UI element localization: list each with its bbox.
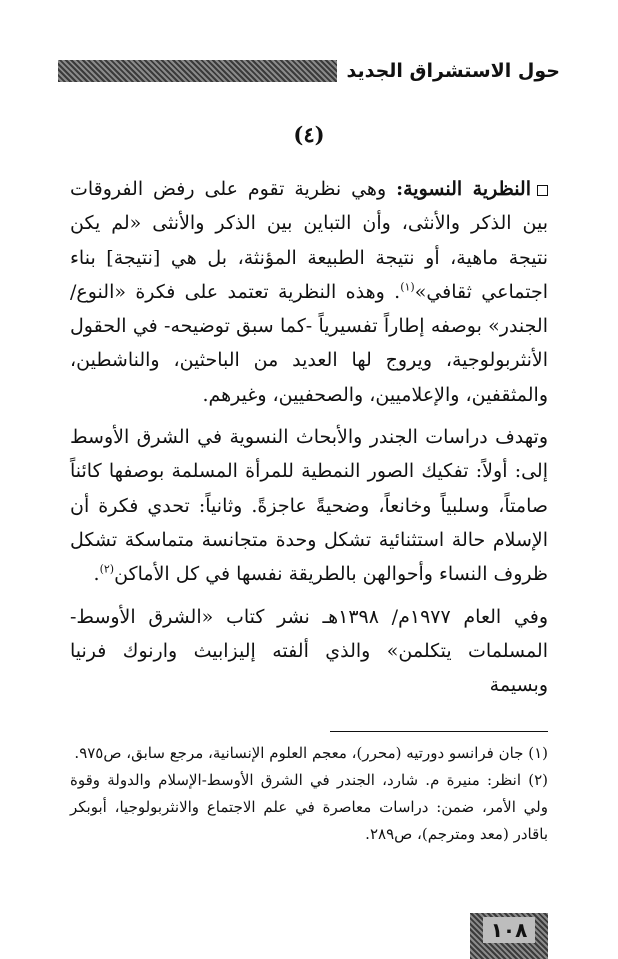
footnote-ref: (١) bbox=[400, 280, 415, 294]
footnote-ref: (٢) bbox=[99, 562, 115, 576]
footnote-1: (١) جان فرانسو دورتيه (محرر)، معجم العلوم الإنسانية، مرجع سابق، ص٩٧٥. bbox=[74, 744, 548, 762]
running-header-bar bbox=[58, 60, 337, 82]
page-number: ١٠٨ bbox=[483, 917, 535, 943]
paragraph-term: النظرية النسوية: bbox=[396, 178, 531, 200]
running-header bbox=[58, 54, 560, 88]
footnote-2: (٢) انظر: منيرة م. شارد، الجندر في الشرق الأوسط-الإسلام والدولة وقوة ولي الأمر، ضمن: دراسات معاصرة في علم الاجتماع والانثربولوجيا، أبوبكر باقادر (معد ومترجم)، ص٢٨٩. bbox=[70, 771, 548, 843]
paragraph-text-continued: . bbox=[93, 563, 100, 586]
footnote-divider bbox=[330, 731, 548, 732]
body-text bbox=[70, 172, 548, 710]
square-bullet-icon bbox=[537, 185, 548, 196]
section-number: (٤) bbox=[293, 122, 325, 147]
paragraph-feminist-theory bbox=[70, 172, 548, 412]
paragraph-text: وفي العام ١٩٧٧م/ ١٣٩٨هـ نشر كتاب «الشرق الأوسط- المسلمات يتكلمن» والذي ألفته إليزابيث وارنوك فرنيا وبسيمة bbox=[70, 605, 548, 697]
paragraph-gender-studies bbox=[70, 420, 548, 591]
paragraph-text-continued: . وهذه النظرية تعتمد على فكرة «النوع/ الجندر» بوصفه إطاراً تفسيرياً -كما سبق توضيحه- في الحقول الأنثربولوجية، ويروج لها العديد من الباحثين، والناشطين، والمثقفين، والإعلاميين، والصحفيين، وغيرهم. bbox=[70, 280, 548, 406]
paragraph-book-mention bbox=[70, 600, 548, 703]
page-number-tab bbox=[470, 913, 548, 959]
running-header-title: حول الاستشراق الجديد bbox=[346, 60, 560, 82]
paragraph-text: وهي نظرية تقوم على رفض الفروقات بين الذكر والأنثى، وأن التباين بين الذكر والأنثى «لم يكن نتيجة ماهية، أو نتيجة الطبيعة المؤنثة، بل هي [نتيجة] بناء اجتماعي ثقافي» bbox=[70, 178, 548, 303]
paragraph-text: وتهدف دراسات الجندر والأبحاث النسوية في الشرق الأوسط إلى: أولاً: تفكيك الصور النمطية للمرأة المسلمة بوصفها كائناً صامتاً، وسلبياً وخانعاً، وضحيةً عاجزةً. وثانياً: تحدي فكرة أن الإسلام حالة استثنائية تشكل وحدة متجانسة متماسكة تشكل ظروف النساء وأحوالهن بالطريقة نفسها في كل الأماكن bbox=[70, 426, 548, 586]
footnotes bbox=[70, 740, 548, 848]
